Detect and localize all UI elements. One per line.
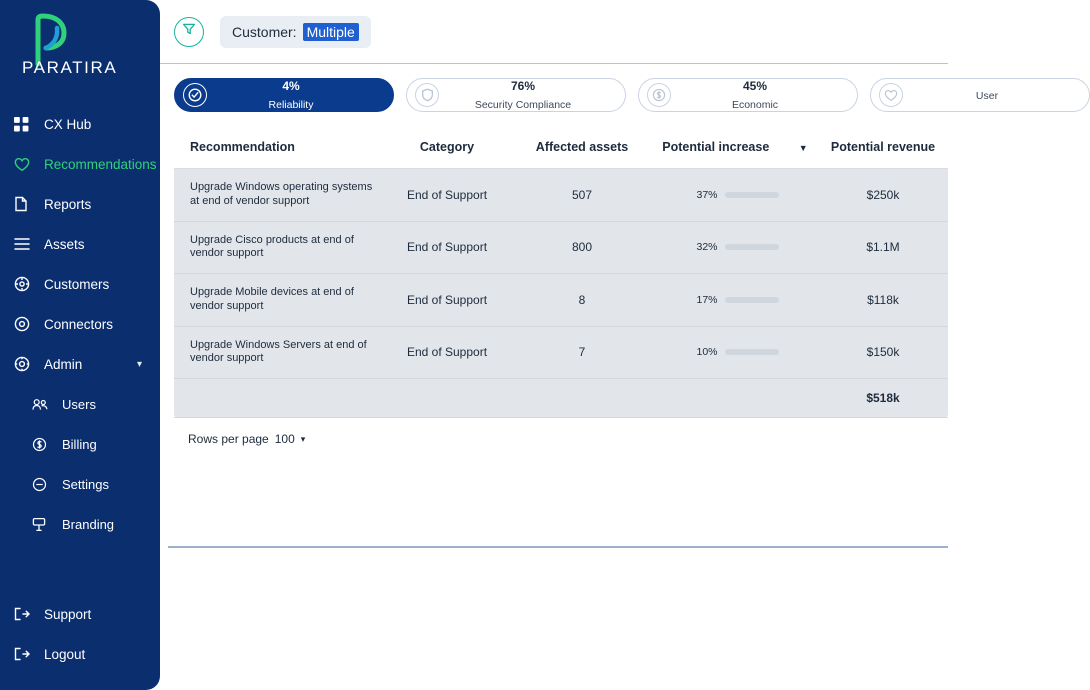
heart-circle-icon: [879, 83, 903, 107]
sort-descending-icon[interactable]: ▼: [798, 142, 808, 153]
recommendations-table-card: [174, 126, 948, 418]
table-row[interactable]: [174, 274, 948, 327]
potential-increase-bar: [725, 297, 779, 303]
customers-icon: [14, 276, 36, 292]
brand-logo[interactable]: [0, 0, 160, 96]
funnel-icon: [182, 22, 196, 41]
branding-icon: [32, 517, 54, 532]
dollar-circle-icon: [647, 83, 671, 107]
sidebar-item-connectors[interactable]: [0, 304, 160, 344]
kpi-text: [903, 86, 1089, 104]
kpi-label: Reliability: [268, 99, 314, 111]
kpi-value: 4%: [282, 78, 300, 93]
total-spacer-2: [382, 379, 512, 418]
sidebar-item-users[interactable]: [0, 384, 160, 424]
cell-category: End of Support: [382, 221, 512, 274]
kpi-tab-user[interactable]: [870, 78, 1090, 112]
topbar: [160, 0, 948, 64]
brand-name: PARATIRA: [22, 58, 118, 77]
table-header-row: [174, 126, 948, 169]
sidebar-item-label: CX Hub: [44, 116, 92, 132]
sidebar-item-cx-hub[interactable]: [0, 104, 160, 144]
cell-potential-revenue: $118k: [818, 274, 948, 327]
cell-potential-increase: [652, 169, 818, 222]
cell-potential-increase: [652, 326, 818, 379]
filter-button[interactable]: [174, 17, 204, 47]
cell-affected-assets: 507: [512, 169, 652, 222]
sidebar-item-label: Recommendations: [44, 156, 157, 172]
sidebar-item-label: Logout: [44, 646, 86, 662]
cell-category: End of Support: [382, 326, 512, 379]
main-content: [160, 0, 999, 690]
sidebar-item-support[interactable]: [0, 594, 160, 634]
table-row[interactable]: [174, 326, 948, 379]
settings-icon: [32, 477, 54, 492]
sidebar-item-customers[interactable]: [0, 264, 160, 304]
shield-icon: [415, 83, 439, 107]
kpi-label: User: [975, 89, 999, 102]
section-divider: [168, 546, 948, 548]
cell-affected-assets: 8: [512, 274, 652, 327]
sidebar-item-label: Support: [44, 606, 92, 622]
cell-recommendation: Upgrade Mobile devices at end of vendor support: [174, 274, 382, 327]
potential-increase-bar: [725, 244, 779, 250]
table-row[interactable]: [174, 169, 948, 222]
potential-increase-bar: [725, 192, 779, 198]
cell-potential-revenue: $250k: [818, 169, 948, 222]
sidebar-item-label: Users: [62, 396, 96, 412]
kpi-tab-reliability[interactable]: [174, 78, 394, 112]
column-header-potential-increase[interactable]: [652, 126, 818, 169]
sidebar-item-branding[interactable]: [0, 504, 160, 544]
grid-icon: [14, 117, 36, 132]
table-header: [174, 126, 948, 169]
sidebar-item-logout[interactable]: [0, 634, 160, 674]
kpi-text: [207, 77, 393, 114]
cell-category: End of Support: [382, 274, 512, 327]
list-icon: [14, 237, 36, 251]
total-potential-revenue: $518k: [818, 379, 948, 418]
rows-per-page-selector[interactable]: [188, 432, 305, 446]
sidebar-item-label: Reports: [44, 196, 92, 212]
sidebar-item-reports[interactable]: [0, 184, 160, 224]
kpi-text: [671, 77, 857, 114]
connectors-icon: [14, 316, 36, 332]
sidebar-item-settings[interactable]: [0, 464, 160, 504]
column-header-potential-revenue[interactable]: Potential revenue: [818, 126, 948, 169]
sidebar-nav: [0, 104, 160, 544]
total-spacer-3: [512, 379, 652, 418]
table-total-row: [174, 379, 948, 418]
sidebar-item-label: Assets: [44, 236, 85, 252]
sidebar-item-label: Settings: [62, 476, 109, 492]
kpi-value: 45%: [742, 78, 768, 93]
kpi-tab-security-compliance[interactable]: [406, 78, 626, 112]
table-row[interactable]: [174, 221, 948, 274]
sidebar-item-label: Connectors: [44, 316, 114, 332]
heart-icon: [14, 157, 36, 172]
customer-filter-label: Customer:: [232, 23, 297, 40]
cell-recommendation: Upgrade Windows Servers at end of vendor support: [174, 326, 382, 379]
kpi-label: Security Compliance: [474, 99, 572, 111]
kpi-tab-bar: [174, 78, 999, 112]
potential-increase-pct: 37%: [696, 188, 718, 201]
potential-increase-pct: 17%: [696, 293, 718, 306]
kpi-label: Economic: [731, 99, 779, 111]
sidebar-item-label: Admin: [44, 356, 83, 372]
customer-filter-value: Multiple: [303, 23, 359, 41]
support-exit-icon: [14, 607, 36, 621]
customer-filter-chip[interactable]: [220, 16, 371, 48]
sidebar-bottom-nav: [0, 594, 160, 674]
cell-potential-increase: [652, 274, 818, 327]
cell-potential-increase: [652, 221, 818, 274]
cell-recommendation: Upgrade Cisco products at end of vendor support: [174, 221, 382, 274]
table-body: [174, 169, 948, 418]
column-header-label: Potential increase: [662, 140, 770, 154]
sidebar-item-billing[interactable]: [0, 424, 160, 464]
cell-potential-revenue: $150k: [818, 326, 948, 379]
cell-affected-assets: 7: [512, 326, 652, 379]
users-icon: [32, 398, 54, 411]
sidebar-item-label: Customers: [44, 276, 110, 292]
chevron-down-icon[interactable]: ▾: [300, 433, 306, 444]
billing-dollar-icon: [32, 437, 54, 452]
kpi-text: [439, 77, 625, 114]
logout-exit-icon: [14, 647, 36, 661]
cell-category: End of Support: [382, 169, 512, 222]
column-header-category[interactable]: Category: [382, 126, 512, 169]
column-header-affected-assets[interactable]: Affected assets: [512, 126, 652, 169]
sidebar-item-admin[interactable]: [0, 344, 160, 384]
total-spacer-1: [174, 379, 382, 418]
potential-increase-pct: 10%: [696, 346, 718, 359]
kpi-value: 76%: [510, 78, 536, 93]
rows-per-page-value: 100: [274, 432, 295, 446]
sidebar: [0, 0, 160, 690]
column-header-recommendation[interactable]: Recommendation: [174, 126, 382, 169]
sidebar-item-assets[interactable]: [0, 224, 160, 264]
sidebar-item-label: Branding: [62, 516, 115, 532]
cell-affected-assets: 800: [512, 221, 652, 274]
potential-increase-bar: [725, 349, 779, 355]
document-icon: [14, 196, 36, 212]
total-spacer-4: [652, 379, 818, 418]
sidebar-item-label: Billing: [62, 436, 97, 452]
kpi-tab-economic[interactable]: [638, 78, 858, 112]
recommendations-table: [174, 126, 948, 418]
admin-gear-icon: [14, 356, 36, 372]
rows-per-page-label: Rows per page: [188, 432, 269, 446]
chevron-down-icon[interactable]: ▾: [136, 358, 142, 370]
sidebar-item-recommendations[interactable]: [0, 144, 160, 184]
check-circle-icon: [183, 83, 207, 107]
potential-increase-pct: 32%: [696, 241, 718, 254]
cell-potential-revenue: $1.1M: [818, 221, 948, 274]
cell-recommendation: Upgrade Windows operating systems at end of vendor support: [174, 169, 382, 222]
